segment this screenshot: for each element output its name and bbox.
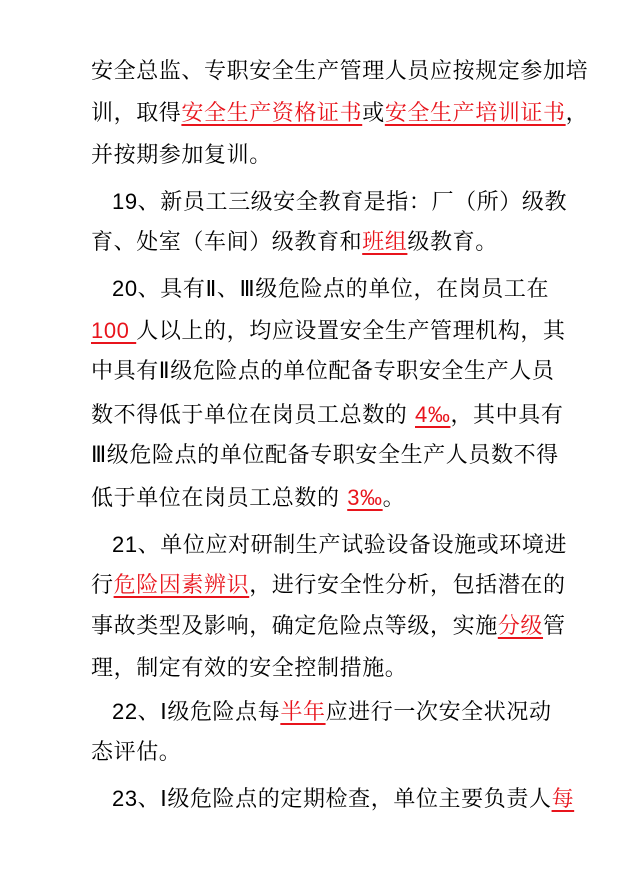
text-line	[91, 57, 588, 87]
text-line	[91, 357, 554, 387]
answer-text: 100	[91, 318, 137, 343]
body-text: ，进行安全性分析，包括潜在的	[249, 573, 566, 598]
text-line	[91, 483, 405, 514]
body-text: 训，取得	[91, 101, 182, 126]
body-text: 22、Ⅰ级危险点每	[112, 699, 281, 724]
answer-text: 分级	[497, 614, 544, 639]
body-text: 23、Ⅰ级危险点的定期检查，单位主要负责人	[112, 786, 552, 811]
body-text: 安全总监、专职安全生产管理人员应按规定参加培	[91, 59, 589, 84]
answer-text: 危险因素辨识	[113, 573, 250, 598]
body-text: ，其中具有	[450, 403, 564, 428]
body-text: ，	[565, 101, 589, 126]
body-text: 。	[382, 486, 406, 511]
text-line	[112, 187, 567, 218]
body-text: 19、新员工三级安全教育是指：厂（所）级教	[112, 189, 568, 214]
body-text: 级教育。	[407, 230, 498, 255]
text-line	[112, 530, 567, 561]
text-line	[91, 141, 272, 171]
answer-text: 4‰	[415, 402, 451, 427]
body-text: 应进行一次安全状况动	[325, 700, 552, 725]
text-line	[91, 400, 563, 431]
body-text: 管	[543, 614, 566, 639]
text-line	[112, 274, 549, 305]
body-text: 行	[91, 573, 114, 598]
text-line	[91, 738, 181, 768]
text-line	[91, 99, 588, 129]
body-text: 事故类型及影响，确定危险点等级，实施	[91, 614, 498, 639]
text-line	[91, 316, 566, 347]
body-text: 人以上的，均应设置安全生产管理机构，其	[136, 319, 566, 344]
text-line	[91, 612, 566, 642]
body-text: 低于单位在岗员工总数的	[91, 486, 348, 511]
body-text: 21、单位应对研制生产试验设备设施或环境进	[112, 532, 568, 557]
body-text: 育、处室（车间）级教育和	[91, 230, 363, 255]
body-text: 并按期参加复训。	[91, 143, 272, 168]
answer-text: 3‰	[347, 485, 383, 510]
body-text: Ⅲ级危险点的单位配备专职安全生产人员数不得	[91, 443, 559, 468]
answer-text: 班组	[362, 230, 408, 255]
text-line	[112, 697, 552, 728]
text-line	[112, 784, 574, 815]
text-line	[91, 228, 498, 258]
answer-text: 半年	[280, 700, 326, 725]
body-text: 态评估。	[91, 740, 182, 765]
text-line	[91, 654, 407, 684]
body-text: 20、具有Ⅱ、Ⅲ级危险点的单位，在岗员工在	[112, 276, 550, 301]
answer-text: 每	[551, 787, 575, 812]
body-text: 数不得低于单位在岗员工总数的	[91, 403, 415, 428]
body-text: 中具有Ⅱ级危险点的单位配备专职安全生产人员	[91, 359, 555, 384]
answer-text: 安全生产培训证书	[384, 101, 566, 126]
body-text: 或	[362, 101, 385, 126]
body-text: 理，制定有效的安全控制措施。	[91, 656, 408, 681]
text-line	[91, 441, 559, 471]
answer-text: 安全生产资格证书	[181, 101, 363, 126]
text-line	[91, 571, 566, 601]
